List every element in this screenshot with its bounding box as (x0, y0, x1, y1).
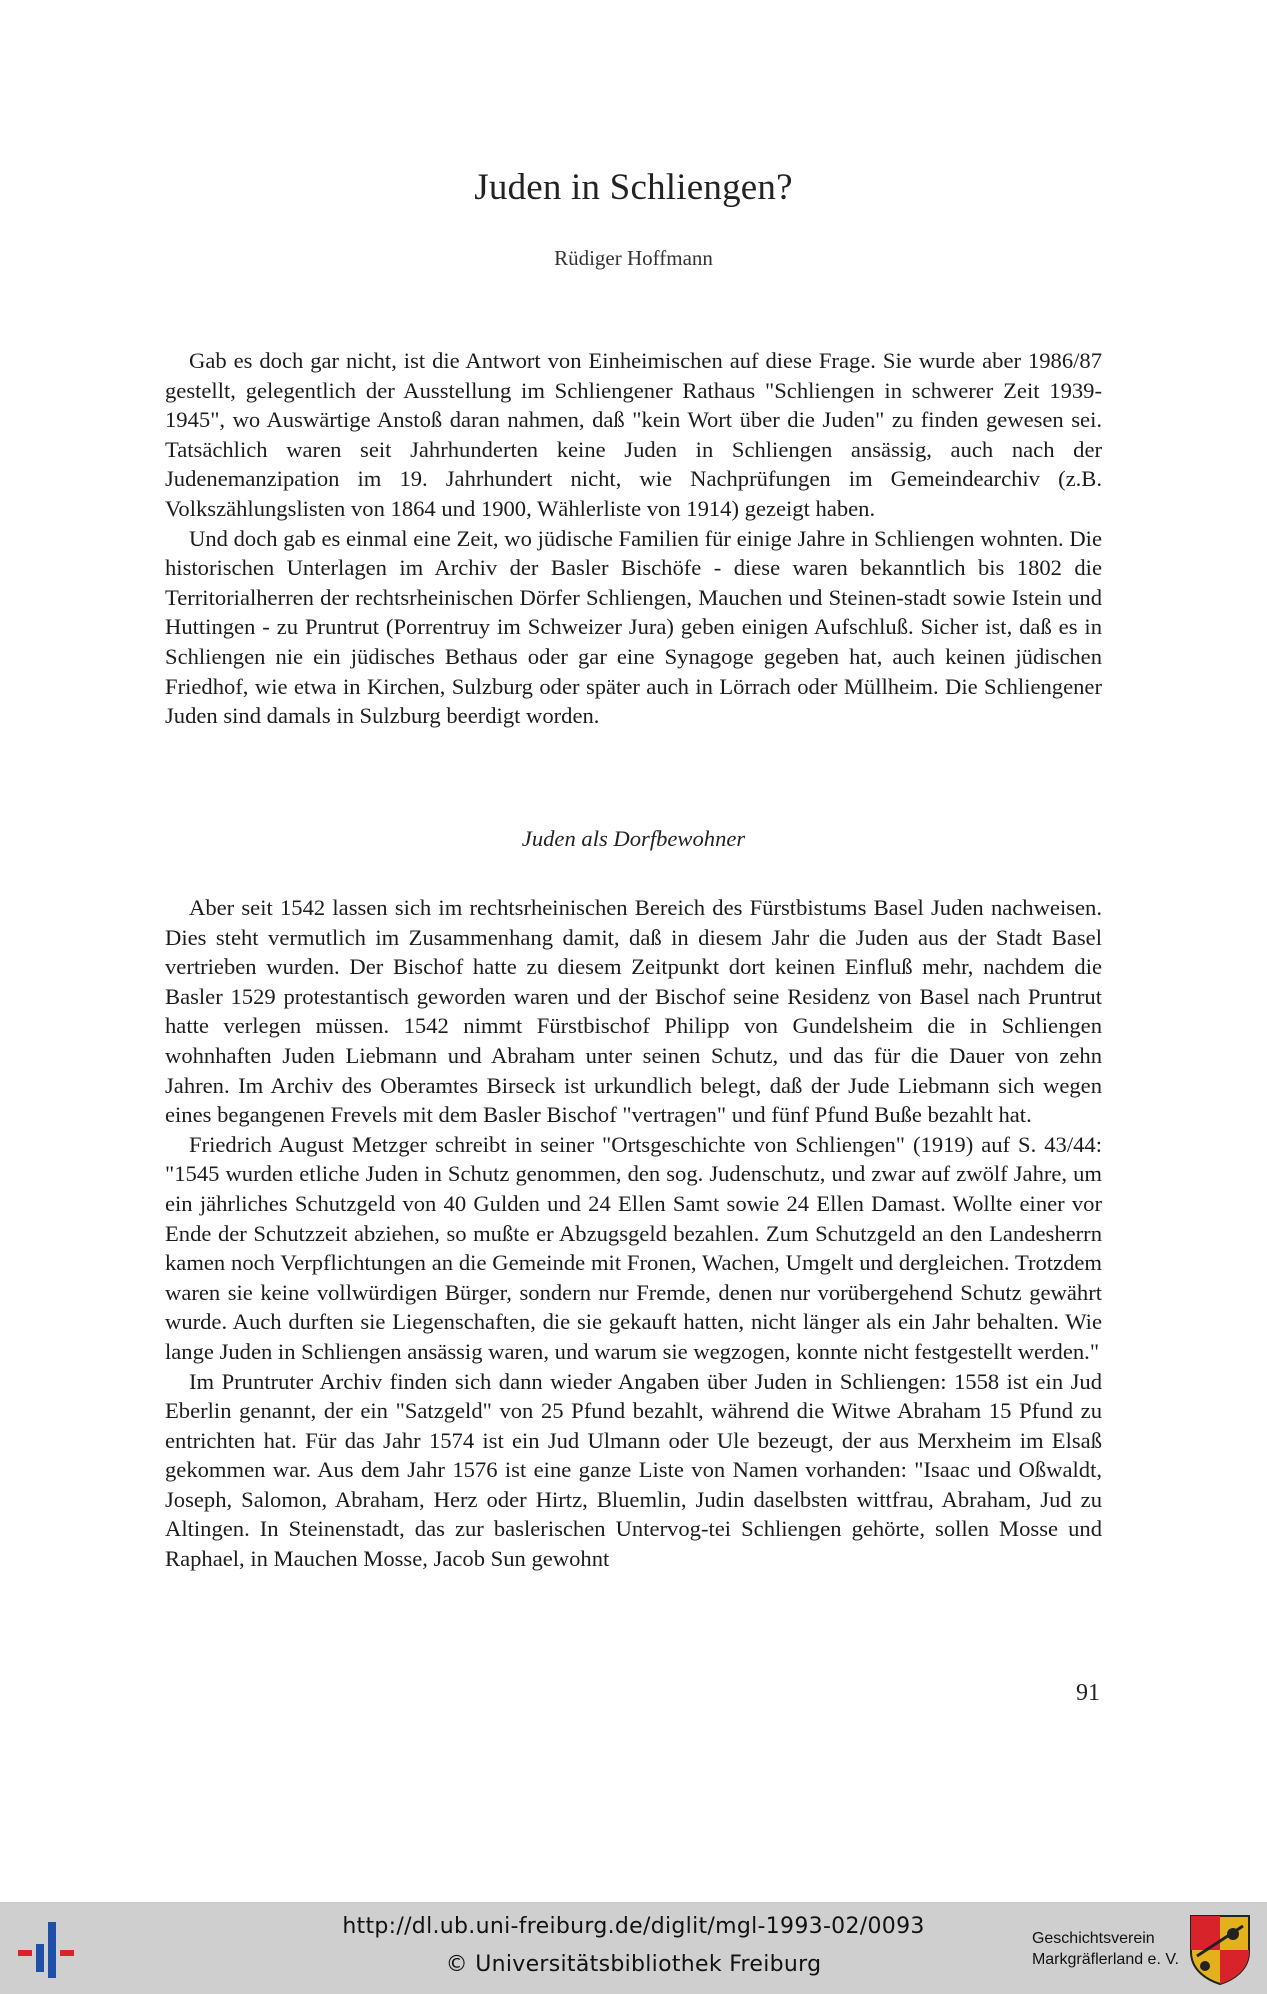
intro-text (165, 346, 1102, 731)
section-text (165, 893, 1102, 1574)
society-name-line: Markgräflerland e. V. (1031, 1951, 1179, 1968)
section-heading: Juden als Dorfbewohner (521, 826, 746, 851)
viewer-footer (0, 1902, 1267, 1994)
paragraph: Aber seit 1542 lassen sich im rechtsrheinischen Bereich des Fürstbistums Basel Juden nachweisen. Dies steht vermutlich im Zusammenhang damit, daß in diesem Jahr die Juden aus der Stadt Basel vertrieben wurden. Der Bischof hatte zu diesem Zeitpunkt dort keinen Einfluß mehr, nachdem die Basler 1529 protestantisch geworden waren und der Bischof seine Residenz von Basel nach Pruntrut hatte verlegen müssen. 1542 nimmt Fürstbischof Philipp von Gundelsheim die in Schliengen wohnhaften Juden Liebmann und Abraham unter seinen Schutz, und das für die Dauer von zehn Jahren. Im Archiv des Oberamtes Birseck ist urkundlich belegt, daß der Jude Liebmann sich wegen eines begangenen Frevels mit dem Basler Bischof "vertragen" und fünf Pfund Buße bezahlt hat. (165, 895, 1102, 1128)
society-crest-icon (1187, 1912, 1253, 1986)
paragraph: Und doch gab es einmal eine Zeit, wo jüdische Familien für einige Jahre in Schliengen wohnten. Die historischen Unterlagen im Archiv der Basler Bischöfe - diese waren bekanntlich bis 1802 die Territorialherren der rechtsrheinischen Dörfer Schliengen, Mauchen und Steinen-stadt sowie Istein und Huttingen - zu Pruntrut (Porrentruy im Schweizer Jura) geben einigen Aufschluß. Sicher ist, daß es in Schliengen nie ein jüdisches Bethaus oder gar eine Synagoge gegeben hat, auch keinen jüdischen Friedhof, wie etwa in Kirchen, Sulzburg oder später auch in Lörrach oder Müllheim. Die Schliengener Juden sind damals in Sulzburg beerdigt worden. (165, 525, 1102, 729)
society-name (1032, 1928, 1179, 1970)
article-author: Rüdiger Hoffmann (554, 246, 713, 270)
permalink-link[interactable]: http://dl.ub.uni-freiburg.de/diglit/mgl-1993-02/0093 (342, 1914, 925, 1939)
paragraph: Friedrich August Metzger schreibt in seiner "Ortsgeschichte von Schliengen" (1919) auf S. 43/44: "1545 wurden etliche Juden in Schutz genommen, den sog. Judenschutz, und zwar auf zwölf Jahre, um ein jährliches Schutzgeld von 40 Gulden und 24 Ellen Samt sowie 24 Ellen Damast. Wollte einer vor Ende der Schutzzeit abziehen, so mußte er Abzugsgeld bezahlen. Zum Schutzgeld an den Landesherrn kamen noch Verpflichtungen an die Gemeinde mit Fronen, Wachen, Umgelt und dergleichen. Trotzdem waren sie keine vollwürdigen Bürger, sondern nur Fremde, denen nur vorübergehend Schutz gewährt wurde. Auch durften sie Liegenschaften, die sie gekauft hatten, nicht länger als ein Jahr behalten. Wie lange Juden in Schliengen ansässig waren, und warum sie wegzogen, konnte nicht festgestellt werden." (165, 1131, 1102, 1364)
article-title: Juden in Schliengen? (474, 167, 793, 208)
paragraph: Im Pruntruter Archiv finden sich dann wieder Angaben über Juden in Schliengen: 1558 ist ein Jud Eberlin genannt, der ein "Satzgeld" von 25 Pfund bezahlt, während die Witwe Abraham 15 Pfund zu entrichten hat. Für das Jahr 1574 ist ein Jud Ulmann oder Ule bezeugt, der aus Merxheim im Elsaß gekommen war. Aus dem Jahr 1576 ist eine ganze Liste von Namen vorhanden: "Isaac und Oßwaldt, Joseph, Salomon, Abraham, Herz oder Hirtz, Bluemlin, Judin daselbsten wittfrau, Abraham, Jud zu Altingen. In Steinenstadt, das zur baslerischen Untervog-tei Schliengen gehörte, sollen Mosse und Raphael, in Mauchen Mosse, Jacob Sun gewohnt (165, 1368, 1102, 1572)
paragraph: Gab es doch gar nicht, ist die Antwort von Einheimischen auf diese Frage. Sie wurde aber 1986/87 gestellt, gelegentlich der Ausstellung im Schliengener Rathaus "Schliengen in schwerer Zeit 1939-1945", wo Auswärtige Anstoß daran nahmen, daß "kein Wort über die Juden" zu finden gewesen sei. Tatsächlich waren seit Jahrhunderten keine Juden in Schliengen ansässig, auch nach der Judenemanzipation im 19. Jahrhundert nicht, wie Nachprüfungen im Gemeindearchiv (z.B. Volkszählungslisten von 1864 und 1900, Wählerliste von 1914) gezeigt haben. (165, 348, 1102, 521)
society-name-line: Geschichtsverein (1031, 1930, 1155, 1947)
copyright-text: © Universitätsbibliothek Freiburg (445, 1952, 822, 1977)
page-number: 91 (1076, 1680, 1100, 1706)
